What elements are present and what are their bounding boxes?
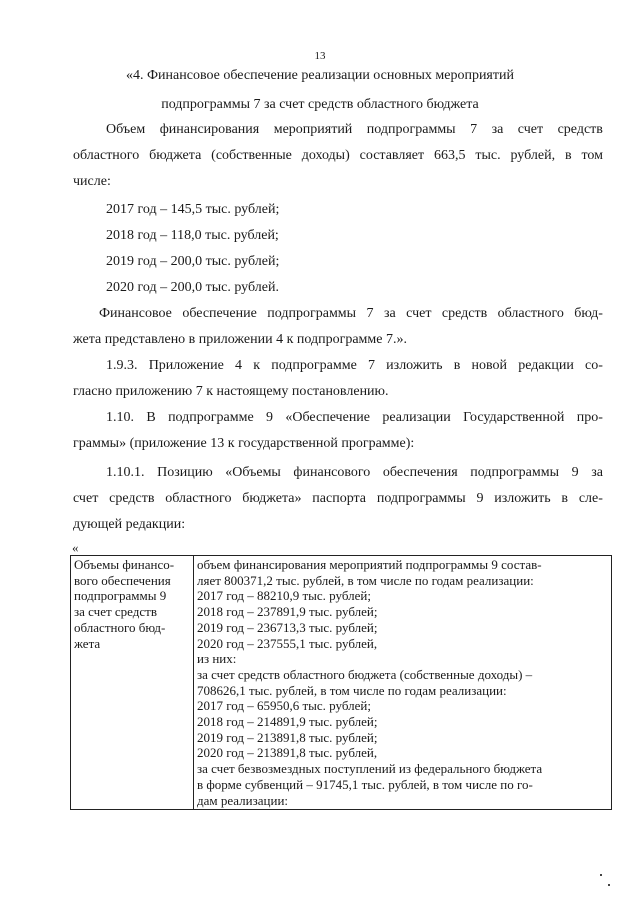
word: Объем [106,122,146,137]
word: рублей, [510,148,556,163]
word: подпрограмме [168,410,254,425]
word: подпрограммы [366,122,456,137]
word: 9 [266,410,274,425]
value-line: объем финансирования мероприятий подпрограммы 9 состав- [197,557,542,572]
year-line-2018: 2018 год – 118,0 тыс. рублей; [106,228,279,243]
year-line-2017: 2017 год – 145,5 тыс. рублей; [106,202,280,217]
word: к [253,358,261,373]
table-value-cell [194,556,612,810]
word: средств [557,122,603,137]
scan-speck [600,874,602,876]
word: областного [165,491,232,506]
value-line: 2020 год – 237555,1 тыс. рублей, [197,635,378,651]
word: 4 [235,358,243,373]
para4-line-2: граммы» (приложение 13 к государственной программе): [73,436,415,451]
word: счет [73,491,99,506]
word: «Объемы [225,465,281,480]
table-row [71,556,612,810]
word: за [383,306,396,321]
para1-line-1 [106,121,603,139]
para4-line-1 [106,409,603,427]
value-line: 2017 год – 88210,9 тыс. рублей; [197,588,371,604]
word: счет [406,306,432,321]
word: про- [576,410,603,425]
value-line: в форме субвенций – 91745,1 тыс. рублей, в том числе по го- [197,776,533,792]
word: Финансовое [99,306,172,321]
word: обеспечения [382,465,458,480]
word: 7 [367,358,375,373]
word: в [453,358,461,373]
word: составляет [359,148,425,163]
table-label-cell [71,556,194,810]
word: со- [585,358,603,373]
para5-line-2 [73,490,603,508]
word: 1.10.1. [106,465,145,480]
label-line: областного бюд- [74,619,166,635]
label-line: за счет средств [74,604,157,620]
word: мероприятий [273,122,353,137]
value-line: 708626,1 тыс. рублей, в том числе по годам реализации: [197,682,507,698]
para2-line-2: жета представлено в приложении 4 к подпрограмме 7.». [73,332,407,347]
word: 663,5 [433,148,466,163]
word: реализации [382,410,451,425]
para2-line-1 [99,305,603,323]
label-line: жета [74,635,101,651]
word: 7 [470,122,478,137]
word: доходы) [301,148,350,163]
word: 1.10. [106,410,134,425]
word: бюджета» [242,491,302,506]
word: подпрограммы [267,306,357,321]
word: подпрограммы [470,465,560,480]
word: подпрограммы [376,491,466,506]
word: Позицию [157,465,213,480]
word: бюджета [149,148,202,163]
section-heading-line-2: подпрограммы 7 за счет средств областного бюджета [161,97,479,112]
value-line: за счет средств областного бюджета (собственные доходы) – [197,666,533,682]
word: счет [517,122,544,137]
label-line: вого обеспечения [74,572,171,588]
page-number: 13 [314,50,326,62]
word: 7 [366,306,374,321]
value-line: 2017 год – 65950,6 тыс. рублей; [197,698,371,714]
opening-quote-mark: « [72,540,79,555]
word: редакции [518,358,574,373]
word: тыс. [475,148,501,163]
value-line: за счет безвозмездных поступлений из федерального бюджета [197,761,543,777]
section-heading-line-1: «4. Финансовое обеспечение реализации основных мероприятий [126,68,514,83]
value-line: 2019 год – 213891,8 тыс. рублей; [197,729,378,745]
word: финансового [293,465,371,480]
value-line: 2018 год – 237891,9 тыс. рублей; [197,604,378,620]
word: областного [497,306,564,321]
word: в [561,491,569,506]
word: за [491,122,504,137]
value-line: дам реализации: [197,792,289,808]
word: 9 [476,491,484,506]
para1-line-2 [73,147,603,165]
word: Приложение [148,358,224,373]
word: Государственной [463,410,565,425]
word: (собственные [211,148,292,163]
year-line-2020: 2020 год – 200,0 тыс. рублей. [106,280,279,295]
word: В [146,410,156,425]
word: средств [441,306,488,321]
value-line: ляет 800371,2 тыс. рублей, в том числе по годам реализации: [197,572,534,588]
word: 1.9.3. [106,358,138,373]
scan-speck [608,884,610,886]
word: паспорта [312,491,367,506]
word: в [564,148,572,163]
word: средств [109,491,155,506]
value-line: 2019 год – 236713,3 тыс. рублей; [197,619,378,635]
word: подпрограмме [271,358,357,373]
value-line: 2018 год – 214891,9 тыс. рублей; [197,714,378,730]
para3-line-2: гласно приложению 7 к настоящему постановлению. [73,384,389,399]
word: обеспечение [182,306,257,321]
para1-line-3: числе: [73,174,111,189]
label-line: подпрограммы 9 [74,588,167,604]
word: бюд- [574,306,603,321]
para5-line-3: дующей редакции: [73,517,186,532]
para5-line-1 [106,464,603,482]
word: сле- [578,491,603,506]
value-line: из них: [197,651,237,667]
word: за [591,465,603,480]
label-line: Объемы финансо- [74,557,175,572]
word: новой [471,358,507,373]
word: областного [73,148,140,163]
word: «Обеспечение [285,410,371,425]
word: изложить [386,358,443,373]
word: изложить [494,491,551,506]
para3-line-1 [106,357,603,375]
word: том [581,148,603,163]
financing-table [70,555,612,810]
year-line-2019: 2019 год – 200,0 тыс. рублей; [106,254,280,269]
word: финансирования [159,122,260,137]
value-line: 2020 год – 213891,8 тыс. рублей, [197,745,378,761]
word: 9 [571,465,579,480]
